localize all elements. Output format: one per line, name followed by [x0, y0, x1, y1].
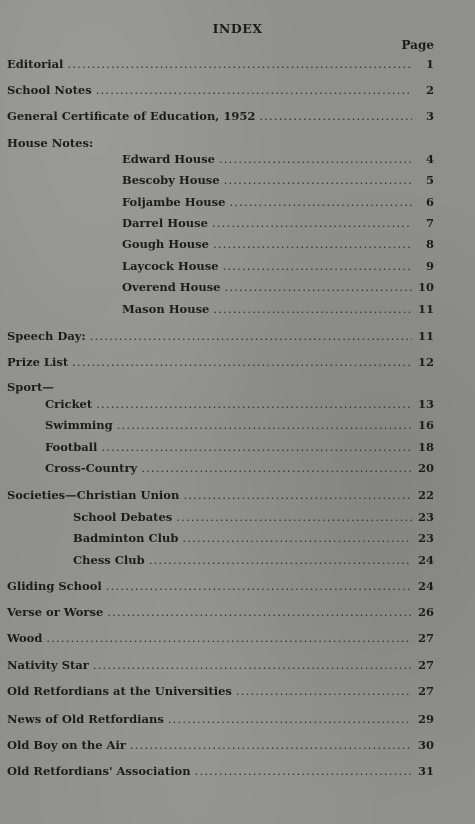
entry-label: Darrel House — [122, 216, 208, 230]
index-entry-foljambe-house — [122, 195, 434, 209]
entry-page-number: 12 — [417, 355, 434, 369]
index-entry-christian-union — [7, 488, 434, 502]
entry-label: General Certificate of Education, 1952 — [7, 109, 256, 123]
entry-page-number: 30 — [417, 738, 434, 752]
dot-leader — [93, 658, 412, 672]
entry-label: Old Boy on the Air — [7, 738, 126, 752]
dot-leader — [130, 738, 412, 752]
entry-page-number: 11 — [417, 302, 434, 316]
entry-label: Badminton Club — [73, 531, 179, 545]
entry-page-number: 27 — [417, 631, 434, 645]
dot-leader — [176, 510, 412, 524]
entry-label: Bescoby House — [122, 173, 220, 187]
index-entry-swimming — [45, 418, 434, 432]
entry-label: School Debates — [73, 510, 173, 524]
entry-page-number: 23 — [417, 510, 434, 524]
dot-leader — [67, 57, 412, 71]
entry-label: Old Retfordians' Association — [7, 764, 191, 778]
section-heading-house-notes: House Notes: — [7, 136, 94, 150]
entry-page-number: 3 — [425, 109, 434, 123]
entry-page-number: 26 — [417, 605, 434, 619]
dot-leader — [183, 488, 412, 502]
entry-label: Edward House — [122, 152, 215, 166]
dot-leader — [96, 83, 412, 97]
index-entry-badminton-club — [73, 531, 434, 545]
index-entry-edward-house — [122, 152, 434, 166]
entry-label: Foljambe House — [122, 195, 226, 209]
page-column-label: Page — [401, 38, 434, 52]
entry-page-number: 6 — [425, 195, 434, 209]
entry-page-number: 29 — [417, 712, 434, 726]
entry-label: Speech Day: — [7, 329, 86, 343]
dot-leader — [46, 631, 412, 645]
entry-label: Football — [45, 440, 98, 454]
dot-leader — [106, 579, 412, 593]
dot-leader — [141, 461, 412, 475]
dot-leader — [213, 302, 412, 316]
dot-leader — [168, 712, 412, 726]
entry-label: Cross-Country — [45, 461, 138, 475]
index-entry-old-boy-on-the-air — [7, 738, 434, 752]
index-entry-gce-1952 — [7, 109, 434, 123]
dot-leader — [225, 280, 413, 294]
entry-label: Prize List — [7, 355, 69, 369]
index-entry-laycock-house — [122, 259, 434, 273]
index-entry-old-retfordians-association — [7, 764, 434, 778]
entry-page-number: 1 — [425, 57, 434, 71]
entry-label: Overend House — [122, 280, 221, 294]
index-entry-wood — [7, 631, 434, 645]
index-entry-prize-list — [7, 355, 434, 369]
entry-label: Cricket — [45, 397, 93, 411]
index-entry-cricket — [45, 397, 434, 411]
dot-leader — [182, 531, 412, 545]
page-title: INDEX — [212, 21, 263, 36]
index-entry-school-notes — [7, 83, 434, 97]
entry-label: School Notes — [7, 83, 92, 97]
dot-leader — [72, 355, 412, 369]
index-entry-football — [45, 440, 434, 454]
entry-label: Swimming — [45, 418, 113, 432]
dot-leader — [107, 605, 412, 619]
entry-page-number: 20 — [417, 461, 434, 475]
entry-page-number: 27 — [417, 684, 434, 698]
entry-page-number: 5 — [425, 173, 434, 187]
entry-page-number: 23 — [417, 531, 434, 545]
index-entry-chess-club — [73, 553, 434, 567]
dot-leader — [219, 152, 412, 166]
entry-page-number: 24 — [417, 579, 434, 593]
entry-page-number: 7 — [425, 216, 434, 230]
dot-leader — [213, 237, 412, 251]
entry-label: Chess Club — [73, 553, 145, 567]
index-entry-nativity-star — [7, 658, 434, 672]
dot-leader — [224, 173, 412, 187]
dot-leader — [90, 329, 412, 343]
entry-page-number: 31 — [417, 764, 434, 778]
entry-label: Gliding School — [7, 579, 102, 593]
dot-leader — [236, 684, 412, 698]
section-heading-sport: Sport— — [7, 380, 54, 394]
entry-page-number: 2 — [425, 83, 434, 97]
index-entry-speech-day — [7, 329, 434, 343]
entry-page-number: 13 — [417, 397, 434, 411]
entry-page-number: 8 — [425, 237, 434, 251]
entry-label: News of Old Retfordians — [7, 712, 164, 726]
dot-leader — [223, 259, 412, 273]
index-entry-gliding-school — [7, 579, 434, 593]
index-entry-gough-house — [122, 237, 434, 251]
dot-leader — [229, 195, 412, 209]
index-entry-overend-house — [122, 280, 434, 294]
entry-page-number: 9 — [425, 259, 434, 273]
entry-page-number: 24 — [417, 553, 434, 567]
index-entry-old-retfordians-universities — [7, 684, 434, 698]
entry-page-number: 27 — [417, 658, 434, 672]
entry-label: Nativity Star — [7, 658, 89, 672]
entry-page-number: 11 — [417, 329, 434, 343]
entry-label: Wood — [7, 631, 43, 645]
dot-leader — [101, 440, 412, 454]
entry-page-number: 16 — [417, 418, 434, 432]
dot-leader — [149, 553, 412, 567]
entry-label: Societies—Christian Union — [7, 488, 180, 502]
entry-label: Gough House — [122, 237, 209, 251]
entry-label: Mason House — [122, 302, 210, 316]
entry-page-number: 10 — [417, 280, 434, 294]
dot-leader — [212, 216, 412, 230]
index-entry-bescoby-house — [122, 173, 434, 187]
index-entry-editorial — [7, 57, 434, 71]
entry-page-number: 22 — [417, 488, 434, 502]
dot-leader — [96, 397, 412, 411]
entry-page-number: 18 — [417, 440, 434, 454]
entry-label: Laycock House — [122, 259, 219, 273]
index-entry-cross-country — [45, 461, 434, 475]
index-entry-mason-house — [122, 302, 434, 316]
entry-label: Editorial — [7, 57, 64, 71]
dot-leader — [195, 764, 412, 778]
index-entry-news-of-old-retfordians — [7, 712, 434, 726]
index-entry-school-debates — [73, 510, 434, 524]
index-entry-verse-or-worse — [7, 605, 434, 619]
dot-leader — [259, 109, 412, 123]
entry-label: Old Retfordians at the Universities — [7, 684, 232, 698]
dot-leader — [117, 418, 412, 432]
entry-page-number: 4 — [425, 152, 434, 166]
index-entry-darrel-house — [122, 216, 434, 230]
entry-label: Verse or Worse — [7, 605, 104, 619]
